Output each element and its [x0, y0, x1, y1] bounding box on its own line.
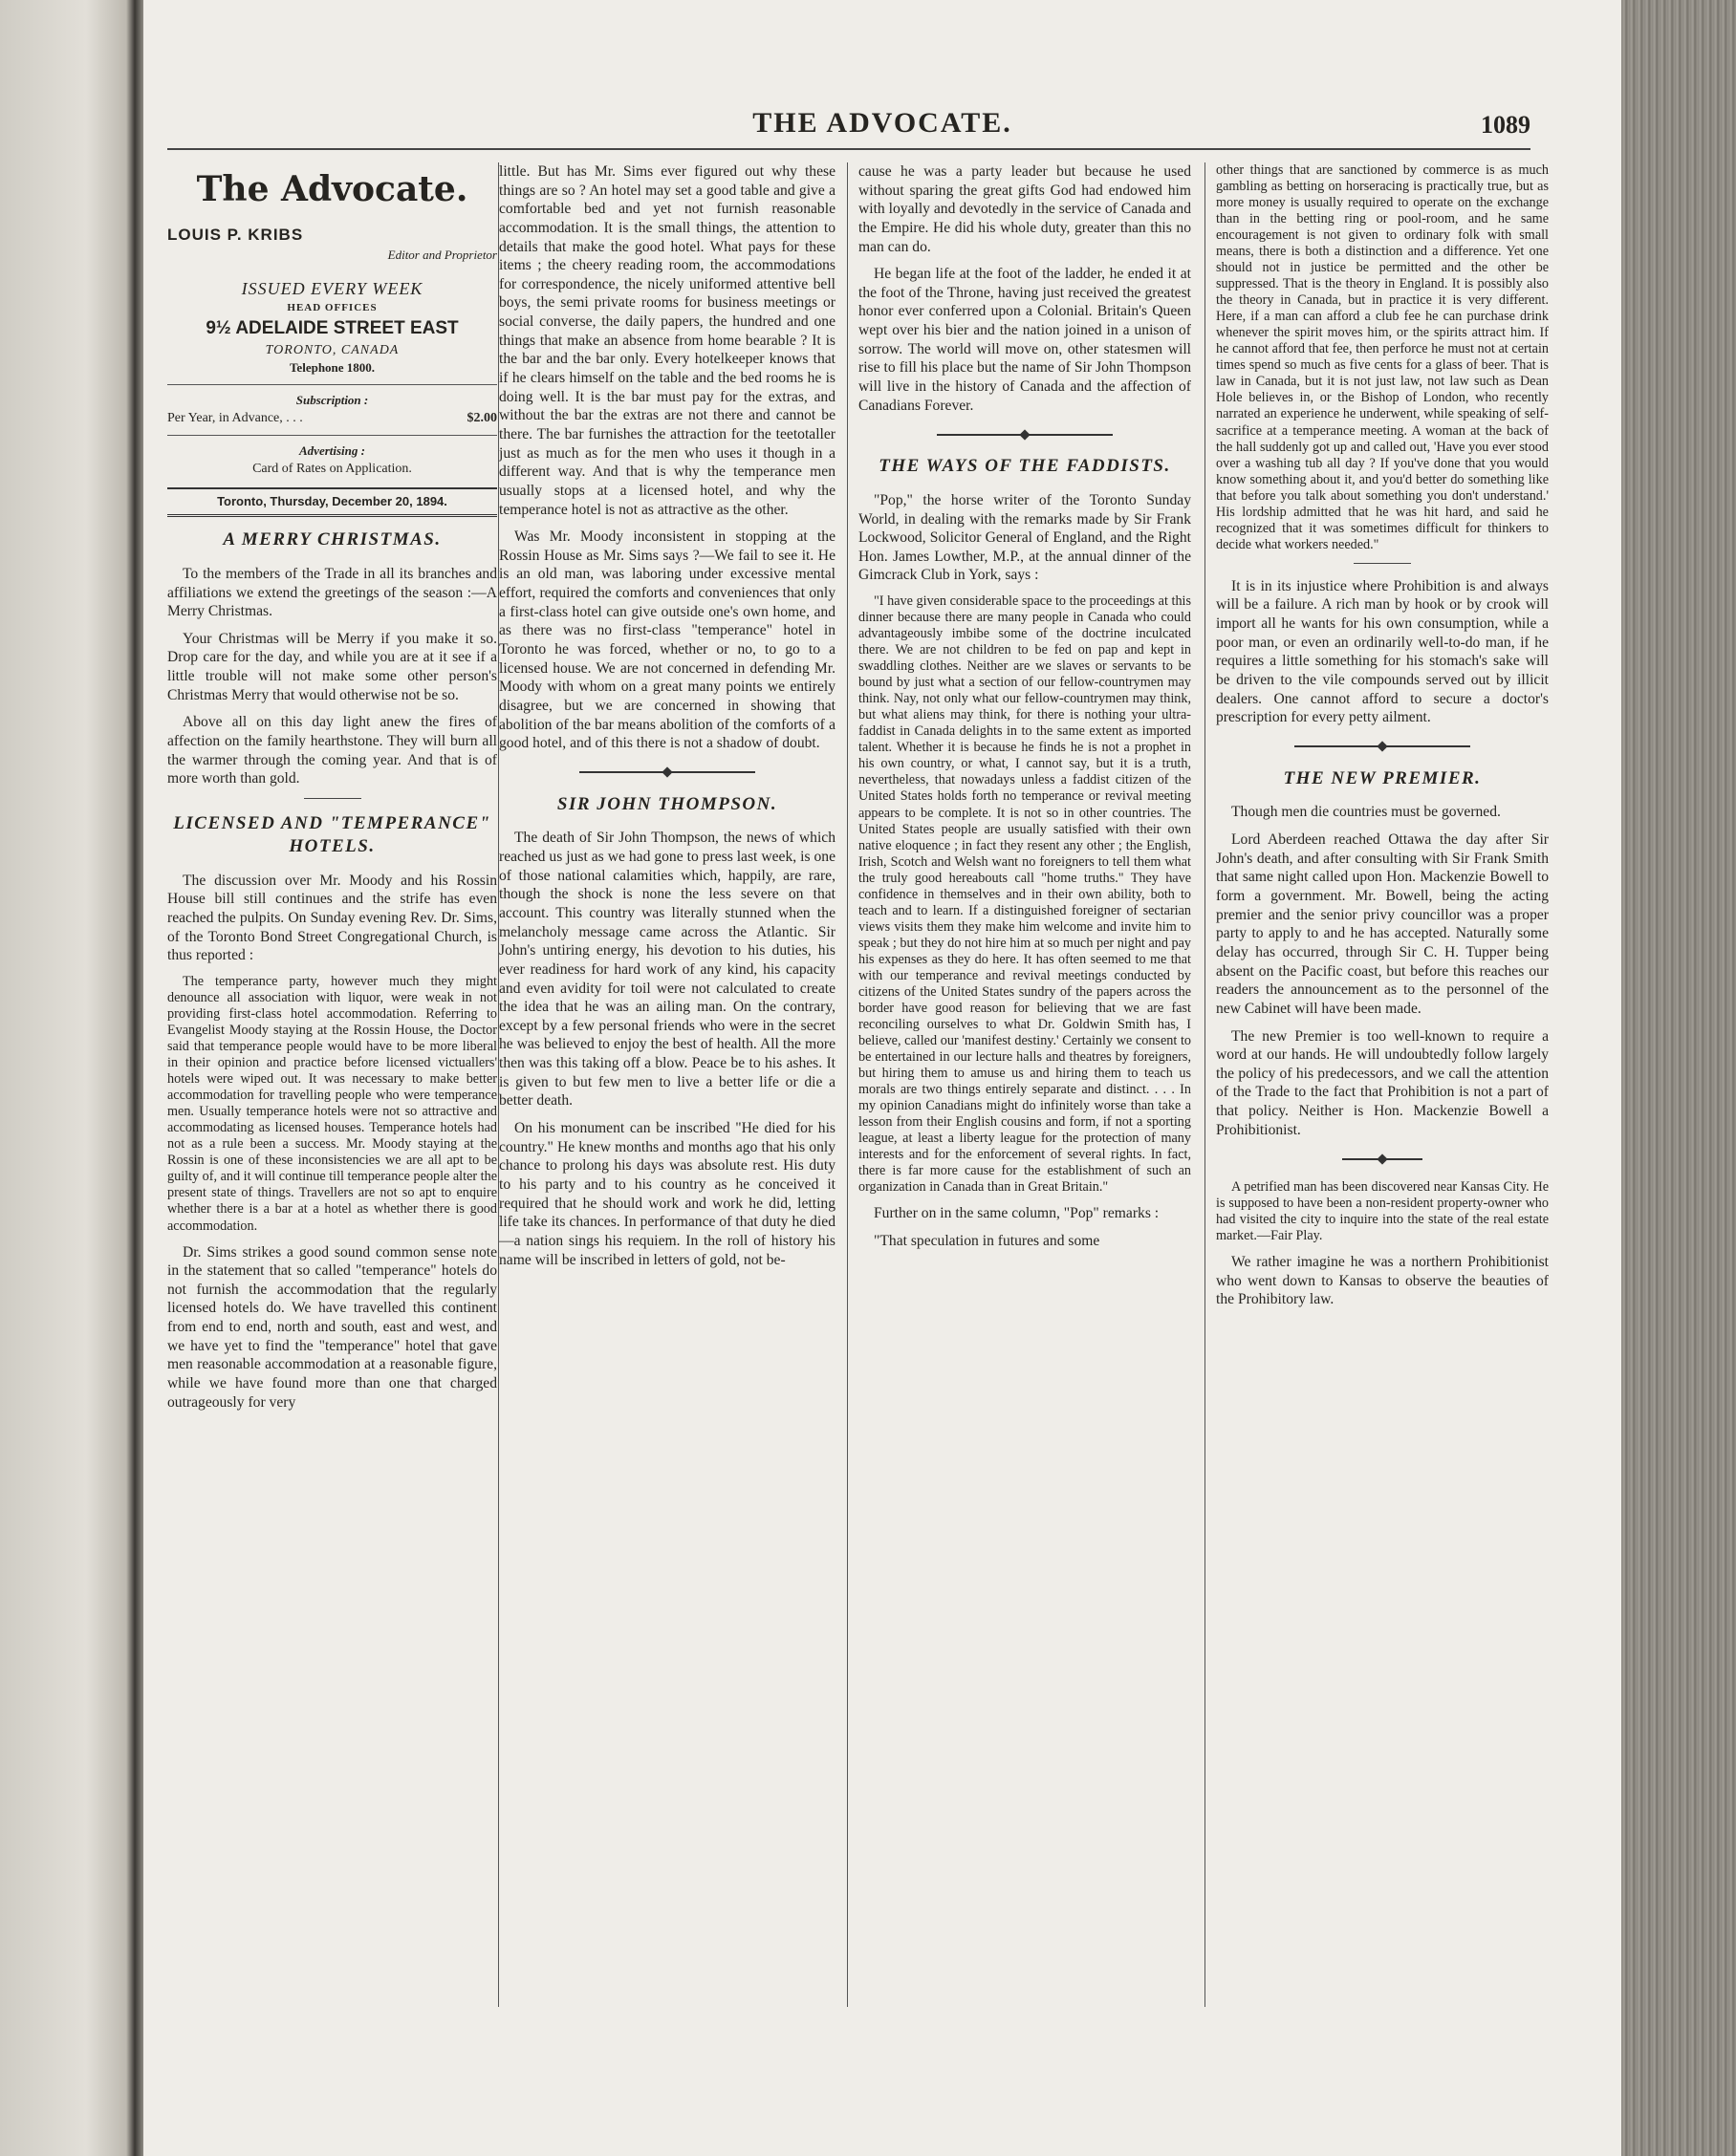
proprietor-name: LOUIS P. KRIBS: [167, 226, 304, 245]
section-ornament: [1216, 1149, 1549, 1168]
office-city: TORONTO, CANADA: [265, 342, 400, 357]
quoted-paragraph: other things that are sanctioned by commerce is as much gambling as betting on horseracing is practically true, but as more money is usually required to operate on the exchange than in the betting ring or pool-room, and he same encouragement is not given to ordinary folk with small means, there is both a distinction and a difference. Yet one should not in justice be permitted and the other be suppressed. That is the theory in England. It is possibly also the theory in Canada, but in practice it is very different. Here, if a man can afford a club fee he can purchase drink whenever the spirit moves him, or the spirits attract him. If he cannot afford that fee, then perforce he must not at certain times spend so much as five cents for a glass of beer. That is law in Canada, but it is not just law, not law such as Dean Hole believes in, or the Bishop of London, who recently narrated an experience he underwent, while speaking of self-sacrifice at a temperance meeting. A woman at the back of the hall suddenly got up and called out, 'Have you ever stood over a washing tub all day ? If you've done that you would know something about it, and you'd better do something like that before you talk about something you don't understand.' His lordship admitted that he was hit hard, and said he recognized that it was sometimes difficult for thinkers to decide what workers needed.": [1216, 162, 1549, 552]
article-paragraph: Though men die countries must be governed.: [1231, 804, 1501, 821]
issue-dateline: Toronto, Thursday, December 20, 1894.: [167, 487, 497, 517]
heading-licensed-hotels: LICENSED AND "TEMPERANCE" HOTELS.: [173, 812, 491, 856]
article-paragraph: "Pop," the horse writer of the Toronto Sunday World, in dealing with the remarks made by Sir Frank Lockwood, Solicitor General of England, and the Right Hon. James Lowther, M.P., at the annual dinner of the Gimcrack Club in York, says :: [858, 491, 1191, 584]
column-2: [499, 162, 835, 2007]
advertising-label: Advertising :: [299, 442, 365, 458]
article-paragraph: The death of Sir John Thompson, the news of which reached us just as we had gone to press last week, is one of those national calamities which, happily, are rare, though the shock is none the less severe on that account. This country was literally stunned when the melancholy message came across the Atlantic. Sir John's untiring energy, his devotion to his duties, his ever readiness for hard work of any kind, his capacity and even avidity for toil were not calculated to create the idea that he was an ailing man. On the contrary, except by a few personal friends who were in the secret he was believed to enjoy the best of health. All the more then was this taking off a blow. Peace be to his ashes. It is given to but few men to live a better life or die a better death.: [499, 830, 835, 1110]
column-1: [167, 162, 497, 2007]
newspaper-page: [143, 0, 1621, 2156]
section-ornament: [858, 424, 1191, 443]
masthead-divider: [167, 435, 497, 436]
heading-ways-of-faddists: THE WAYS OF THE FADDISTS.: [879, 455, 1171, 476]
column-rule: [847, 162, 848, 2007]
section-ornament: [1216, 737, 1549, 756]
article-paragraph: The discussion over Mr. Moody and his Rossin House bill still continues and the strife has even reached the pulpits. On Sunday evening Rev. Dr. Sims, of the Toronto Bond Street Congregational Church, is thus reported :: [167, 872, 497, 964]
article-paragraph: Was Mr. Moody inconsistent in stopping at the Rossin House as Mr. Sims says ?—We fail to see it. He is an old man, was laboring under excessive mental effort, required the comforts and conveniences that only a first-class hotel can give outside one's own home, and as there was no first-class "temperance" hotel in Toronto he was forced, whether or no, to go to a licensed house. We are not concerned in defending Mr. Moody with whom on a great many points we entirely disagree, but we are concerned in showing that abolition of the bar means abolition of the comforts of a good hotel, and of this there is not a shadow of doubt.: [499, 528, 835, 752]
article-paragraph: On his monument can be inscribed "He died for his country." He knew months and months ago that his only chance to prolong his days was absolute rest. His duty to his party and to his country as he conceived it required that he should work and work he did, letting life take its chances. In performance of that duty he died—a nation sings his requiem. In the roll of history his name will be inscribed in letters of gold, not be-: [499, 1120, 835, 1268]
section-ornament: [499, 763, 835, 782]
masthead-divider: [167, 384, 497, 385]
issued-line: ISSUED EVERY WEEK: [241, 279, 423, 299]
section-rule: [1354, 563, 1411, 564]
column-rule: [1204, 162, 1205, 2007]
article-paragraph: Further on in the same column, "Pop" remarks :: [874, 1205, 1160, 1222]
article-paragraph: To the members of the Trade in all its branches and affiliations we extend the greetings of the season :—A Merry Christmas.: [167, 565, 497, 620]
article-paragraph: We rather imagine he was a northern Prohibitionist who went down to Kansas to observe the beauties of the Prohibitory law.: [1216, 1254, 1549, 1308]
article-paragraph: Above all on this day light anew the fires of affection on the family hearthstone. They will burn all the warmer through the coming year. And that is of more worth than gold.: [167, 714, 497, 787]
subscription-label: Subscription :: [295, 392, 369, 407]
head-offices-label: HEAD OFFICES: [287, 301, 378, 313]
heading-sir-john-thompson: SIR JOHN THOMPSON.: [556, 793, 778, 814]
article-paragraph: Dr. Sims strikes a good sound common sense note in the statement that so called "temperance" hotels do not furnish the accommodation that the regularly licensed hotels do. We have travelled this continent from end to end, north and south, east and west, and we have yet to find the "temperance" hotel that gave men reasonable accommodation at a reasonable figure, while we have found more than one that charged outrageously for very: [167, 1243, 497, 1411]
quoted-paragraph: A petrified man has been discovered near Kansas City. He is supposed to have been a non-resident property-owner who had visited the city to inquire into the state of the real estate market.—Fair Play.: [1216, 1178, 1549, 1244]
quoted-paragraph: "I have given considerable space to the proceedings at this dinner because there are many people in Canada who could advantageously imbibe some of the doctrine inculcated there. We are not children to be fed on pap and kept in swaddling clothes. Neither are we slaves or servants to be bound by just what a section of our fellow-countrymen may think. Nay, not only what our fellow-countrymen may think, but what aliens may think, for there is nothing your ultra-faddist in Canada delights in to the same extent as imported talent. Whether it is because he finds he is not a prophet in his own country, or what, I cannot say, but it is a truth, nevertheless, that nowadays unless a faddist citizen of the United States holds forth no temperance or revival meeting appears to be complete. It is not so in other countries. The United States people are usually satisfied with their own native eloquence ; in fact they resent any other ; the English, Irish, Scotch and Welsh want no foreigners to tell them what the truly good hereabouts call "home truths." They have confidence in themselves and in their own ability, both to teach and to learn. If a distinguished foreigner of sectarian views visits them they make him welcome and invite him to speak ; but they do not hire him at so much per night and pay his expenses as they do here. It has often seemed to me that with our temperance and revival meetings conducted by citizens of the United States sundry of the papers across the border have good reason for believing that we are fast reconciling ourselves to what Dr. Goldwin Smith has, I believe, called our 'manifest destiny.' Certainly we consent to be entertained in our lecture halls and theatres by foreigners, but hiring them to amuse us and hiring them to teach us morals are two things entirely separate and distinct. . . . In my opinion Canadians might do infinitely worse than take a lesson from their English cousins and form, if not a sporting league, at least a liberty league for the protection of many interests and for the enforcement of several rights. In fact, there is far more cause for the establishment of such an organization in Canada than in Great Britain.": [858, 593, 1191, 1196]
article-paragraph: Your Christmas will be Merry if you make it so. Drop care for the day, and while you are at it see if a little trouble will not make some other person's Christmas Merry that would otherwise not be so.: [167, 630, 497, 703]
subscription-row: [167, 410, 497, 427]
article-paragraph: Lord Aberdeen reached Ottawa the day after Sir John's death, and after consulting with Sir Frank Smith that same night called upon Hon. Mackenzie Bowell to form a government. Mr. Bowell, being the acting premier and the senior privy councillor was a proper party to apply to and he has accepted. Naturally some delay has occurred, through Sir C. H. Tupper being absent on the Pacific coast, but before this reaches our readers the announcement as to the personnel of the new Cabinet will have been made.: [1216, 831, 1549, 1017]
heading-new-premier: THE NEW PREMIER.: [1283, 767, 1482, 788]
article-paragraph: It is in its injustice where Prohibition is and always will be a failure. A rich man by hook or by crook will import all he wants for his own consumption, while a poor man, or even an ordinarily well-to-do man, if he requires a little something for his stomach's sake will be driven to the vile compounds served out by illicit dealers. One cannot afford to secure a doctor's prescription for every petty ailment.: [1216, 577, 1549, 726]
section-rule: [304, 798, 361, 799]
page-number: 1089: [1481, 111, 1530, 139]
column-3: [858, 162, 1191, 2007]
facing-page-edge: [0, 0, 143, 2156]
column-4: [1216, 162, 1549, 2007]
article-paragraph: "That speculation in futures and some: [874, 1232, 1100, 1249]
running-title: THE ADVOCATE.: [752, 107, 1012, 139]
article-paragraph: He began life at the foot of the ladder, he ended it at the foot of the Throne, having just received the greatest honor ever conferred upon a Colonial. Britain's Queen wept over his bier and the nation joined in a unison of sorrow. The world will move on, other statesmen will rise to fill his place but the name of Sir John Thompson will live in the history of Canada and the affection of Canadians Forever.: [858, 266, 1191, 414]
heading-merry-christmas: A MERRY CHRISTMAS.: [223, 528, 442, 550]
masthead-title: The Advocate.: [196, 169, 468, 209]
binding-spine: [1621, 0, 1736, 2156]
advertising-text: Card of Rates on Application.: [252, 461, 412, 476]
article-paragraph: little. But has Mr. Sims ever figured out why these things are so ? An hotel may set a good table and give a comfortable bed and yet not furnish reasonable accommodation. It is the small things, the attention to details that make the good hotel. What pays for these items ; the cheery reading room, the accommodations for correspondence, the nicely uniformed attentive bell boys, the semi private rooms for business meetings or social converse, the daily papers, the hundred and one things that make an absence from home bearable ? It is the bar and the bar only. Every hotelkeeper knows that if he clears himself on the table and the bed rooms he is doing well. It is the bar must pay for the extras, and without the bar the extras are not there and cannot be there. The bar furnishes the attraction for the teetotaller just as much as for the men who uses it though in a different way. And that is why the temperance men usually stops at a licensed hotel, and why the temperance hotel is not as attractive as the other.: [499, 163, 835, 518]
office-address: 9½ ADELAIDE STREET EAST: [206, 317, 459, 338]
article-paragraph: The new Premier is too well-known to require a word at our hands. He will undoubtedly follow largely the policy of his predecessors, and we call the attention of the Trade to the fact that Prohibition is not a part of that policy. Neither is Hon. Mackenzie Bowell a Prohibitionist.: [1216, 1027, 1549, 1138]
article-paragraph: cause he was a party leader but because he used without sparing the great gifts God had endowed him with loyally and devotedly in the service of Canada and the Empire. He did his whole duty, greater than this no man can do.: [858, 163, 1191, 255]
telephone: Telephone 1800.: [289, 360, 376, 376]
proprietor-role: Editor and Proprietor: [387, 247, 497, 262]
subscription-text: Per Year, in Advance, . . .: [167, 410, 303, 425]
header-rule: [167, 148, 1530, 150]
subscription-price: $2.00: [467, 410, 497, 425]
quoted-paragraph: The temperance party, however much they might denounce all association with liquor, were weak in not providing first-class hotel accommodation. Referring to Evangelist Moody staying at the Rossin House, the Doctor said that temperance people would have to be more liberal in their opinion and practice before licensed victuallers' hotels were wiped out. It was necessary to make better accommodation for travelling people who were temperance men. Usually temperance hotels were not so attractive and accommodating as licensed houses. Temperance hotels had not as a rule been a success. Mr. Moody staying at the Rossin is one of these inconsistencies we are all apt to be guilty of, and it will continue till temperance people alter the present state of things. Travellers are not so apt to enquire whether there is a bar at a hotel as whether there is good accommodation.: [167, 974, 497, 1234]
